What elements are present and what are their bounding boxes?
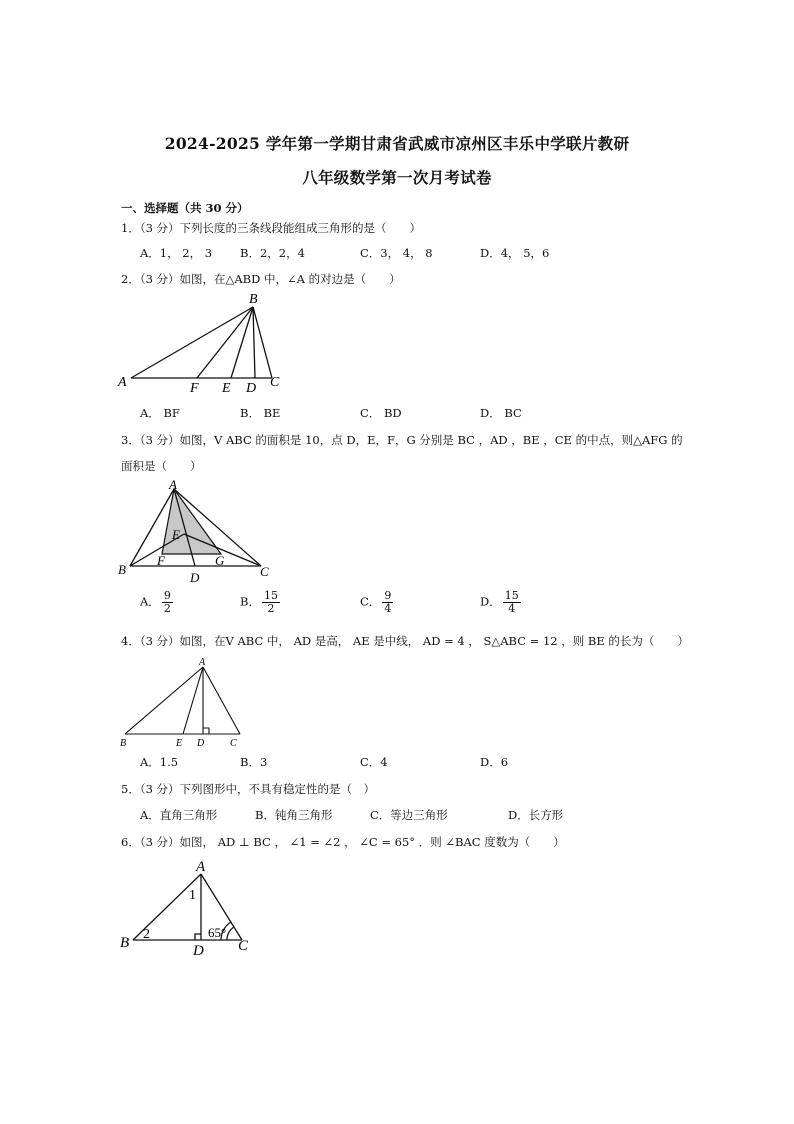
option-letter: B． <box>240 594 260 609</box>
fraction-numerator: 15 <box>504 589 519 602</box>
question-5-option-c: C．等边三角形 <box>370 808 448 822</box>
question-4-option-a: A．1.5 <box>140 755 179 769</box>
question-2-option-b: B． BE <box>240 406 281 420</box>
option-letter: D． <box>480 594 501 609</box>
fig3-label-c: C <box>260 564 269 579</box>
option-letter: A． <box>140 594 160 609</box>
question-1-stem: 1．（3 分）下列长度的三条线段能组成三角形的是（ ） <box>121 221 422 235</box>
exam-title-line2: 八年级数学第一次月考试卷 <box>302 168 492 187</box>
fig6-label-d: D <box>193 943 204 958</box>
question-3-option-b <box>240 590 280 615</box>
question-3-option-c <box>360 590 393 615</box>
fig6-angle-2: 2 <box>143 927 150 942</box>
fig3-label-e: E <box>172 527 180 542</box>
fig3-label-g: G <box>215 553 225 568</box>
question-5-option-d: D．长方形 <box>508 808 564 822</box>
question-2-stem: 2．（3 分）如图，在△ABD 中，∠A 的对边是（ ） <box>121 272 401 286</box>
fig2-label-b: B <box>249 292 258 307</box>
question-2-option-a: A． BF <box>140 406 180 420</box>
fraction-denominator: 4 <box>508 602 516 615</box>
fig4-label-d: D <box>197 738 205 749</box>
question-4-stem: 4．（3 分）如图，在V ABC 中， AD 是高， AE 是中线， AD = 4 ， S△ABC = 12 ，则 BE 的长为（ ） <box>121 634 689 648</box>
question-2-figure <box>115 288 295 396</box>
question-3-stem-line1: 3．（3 分）如图，V ABC 的面积是 10，点 D，E，F，G 分别是 BC ，AD ，BE ，CE 的中点，则△AFG 的 <box>121 433 683 447</box>
fig2-label-c: C <box>270 375 280 390</box>
question-5-option-a: A．直角三角形 <box>140 808 218 822</box>
fig4-label-a: A <box>199 657 206 668</box>
fig2-label-a: A <box>118 375 127 390</box>
question-1-option-a: A．1， 2， 3 <box>140 246 213 260</box>
question-5-option-b: B．钝角三角形 <box>255 808 333 822</box>
fig4-label-e: E <box>176 738 183 749</box>
fig3-label-d: D <box>190 570 200 585</box>
question-1-option-b: B．2，2，4 <box>240 246 305 260</box>
fraction-denominator: 2 <box>267 602 275 615</box>
fraction-denominator: 2 <box>163 602 171 615</box>
question-2-option-d: D． BC <box>480 406 522 420</box>
fig4-label-b: B <box>120 738 127 749</box>
exam-title-line1: 2024-2025 学年第一学期甘肃省武威市凉州区丰乐中学联片教研 <box>164 134 630 153</box>
fig4-label-c: C <box>230 738 237 749</box>
fig2-label-f: F <box>190 381 199 396</box>
fraction-numerator: 15 <box>263 589 278 602</box>
question-1-option-c: C．3， 4， 8 <box>360 246 433 260</box>
question-4-option-b: B．3 <box>240 755 268 769</box>
question-6-figure <box>115 856 260 958</box>
fig3-label-f: F <box>157 553 165 568</box>
question-4-option-d: D．6 <box>480 755 509 769</box>
fig6-angle-1: 1 <box>189 888 196 903</box>
fraction-numerator: 9 <box>384 589 392 602</box>
question-4-option-c: C．4 <box>360 755 388 769</box>
fig2-label-e: E <box>222 381 231 396</box>
question-1-option-d: D．4， 5，6 <box>480 246 550 260</box>
question-2-option-c: C． BD <box>360 406 402 420</box>
question-5-stem: 5．（3 分）下列图形中，不具有稳定性的是（ ） <box>121 782 376 796</box>
question-3-stem-line2: 面积是（ ） <box>121 459 202 473</box>
fig6-label-b: B <box>120 935 130 951</box>
fig3-label-b: B <box>118 562 126 577</box>
question-3-option-d <box>480 590 521 615</box>
fraction-denominator: 4 <box>384 602 392 615</box>
question-3-option-a <box>140 590 173 615</box>
question-3-figure <box>115 476 275 586</box>
question-4-figure <box>115 654 255 750</box>
option-letter: C． <box>360 594 381 609</box>
fig2-label-d: D <box>246 381 257 396</box>
fig6-label-c: C <box>238 938 249 954</box>
question-6-stem: 6．（3 分）如图， AD ⊥ BC ， ∠1 = ∠2 ， ∠C = 65° ．则 ∠BAC 度数为（ ） <box>121 835 565 849</box>
fraction-numerator: 9 <box>163 589 171 602</box>
section-heading: 一、选择题（共 30 分） <box>121 201 249 215</box>
fig6-label-a: A <box>196 859 206 875</box>
fig6-angle-65: 65° <box>208 925 227 940</box>
fig3-label-a: A <box>169 477 177 492</box>
